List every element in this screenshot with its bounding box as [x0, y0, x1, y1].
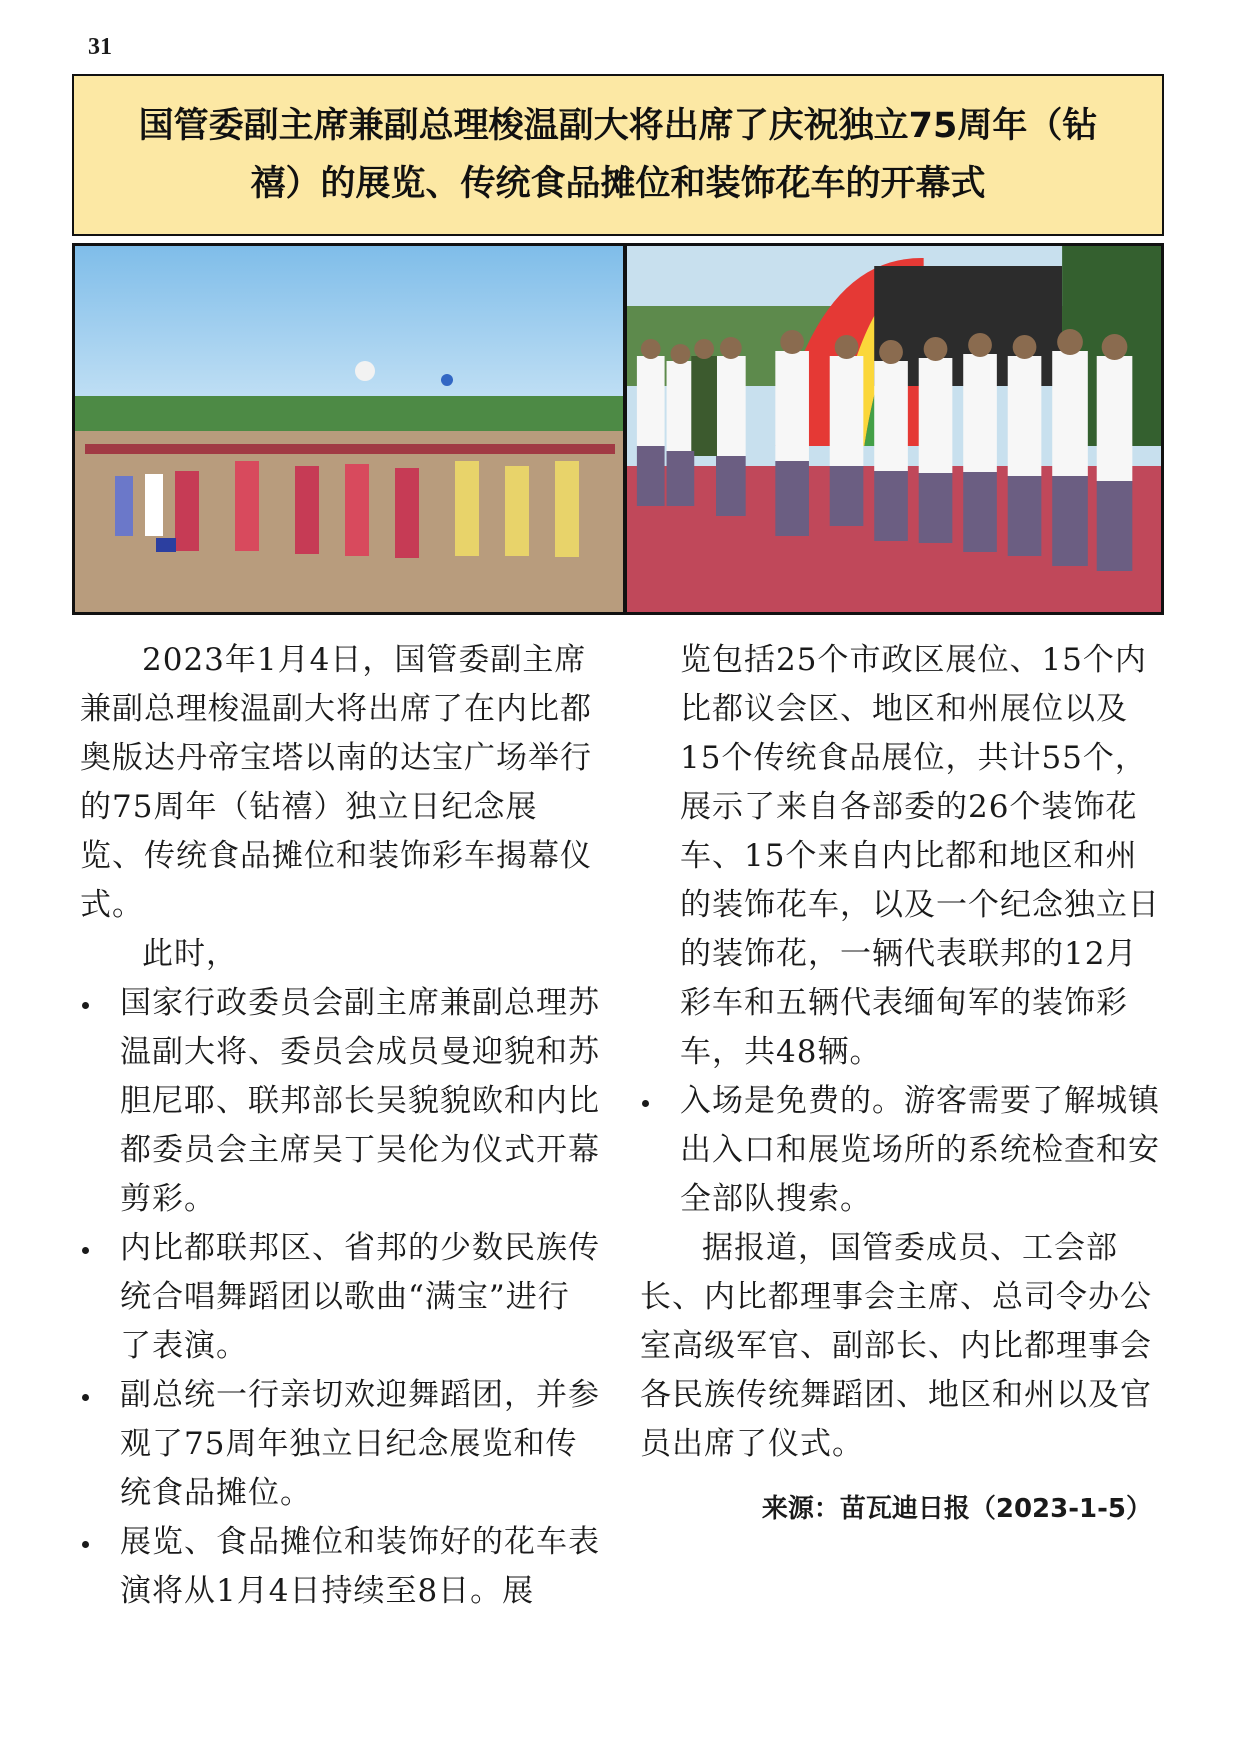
list-item: 内比都联邦区、省邦的少数民族传统合唱舞蹈团以歌曲“满宝”进行了表演。: [80, 1224, 600, 1371]
title-line-2: 禧）的展览、传统食品摊位和装饰花车的开幕式: [250, 164, 986, 204]
closing-paragraph: 据报道，国管委成员、工会部长、内比都理事会主席、总司令办公室高级军官、副部长、内比都理事会各民族传统舞蹈团、地区和州以及官员出席了仪式。: [640, 1230, 1152, 1462]
title-line-1: 国管委副主席兼副总理梭温副大将出席了庆祝独立75周年（钻: [138, 106, 1098, 146]
intro-paragraph: 2023年1月4日，国管委副主席兼副总理梭温副大将出席了在内比都 奥版达丹帝宝塔以南的达宝广场举行的75周年（钻禧）独立日纪念展览、传统食品摊位和装饰彩车揭幕仪式。: [80, 642, 592, 923]
right-bullet-list: [640, 1077, 1160, 1224]
at-this-time-paragraph: 此时，: [142, 936, 238, 972]
list-item: 展览、食品摊位和装饰好的花车表演将从1月4日持续至8日。展: [80, 1518, 600, 1616]
list-item: 副总统一行亲切欢迎舞蹈团，并参观了75周年独立日纪念展览和传统食品摊位。: [80, 1371, 600, 1518]
dancers-illustration: [75, 246, 623, 612]
officials-illustration: [627, 246, 1161, 612]
continued-paragraph: 览包括25个市政区展位、15个内比都议会区、地区和州展位以及15个传统食品展位，共计55个，展示了来自各部委的26个装饰花车、15个来自内比都和地区和州的装饰花车，以及一个纪念独立日的装饰花，一辆代表联邦的12月彩车和五辆代表缅甸军的装饰彩车，共48辆。: [680, 642, 1160, 1070]
title-banner: [72, 74, 1164, 236]
photo-strip: [72, 243, 1164, 615]
officials-photo: [627, 246, 1161, 612]
list-item: 入场是免费的。游客需要了解城镇出入口和展览场所的系统检查和安全部队搜索。: [640, 1077, 1160, 1224]
article-title: [139, 97, 1098, 213]
right-column: [640, 636, 1160, 1469]
left-bullet-list: [80, 979, 600, 1616]
left-column: [80, 636, 600, 1616]
list-item: 国家行政委员会副主席兼副总理苏温副大将、委员会成员曼迎貌和苏胆尼耶、联邦部长吴貌貌欧和内比都委员会主席吴丁吴伦为仪式开幕剪彩。: [80, 979, 600, 1224]
source-credit: 来源：苗瓦迪日报（2023-1-5）: [761, 1494, 1152, 1524]
dancers-photo: [75, 246, 623, 612]
page-number: 31: [88, 34, 112, 60]
